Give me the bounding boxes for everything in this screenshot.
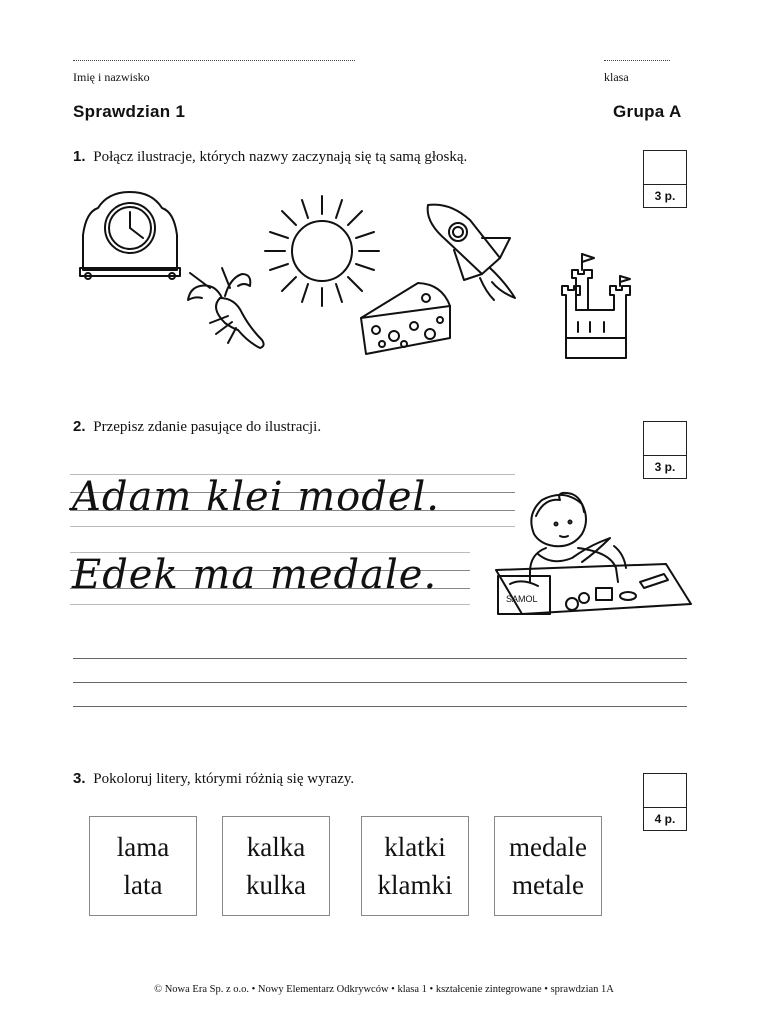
page-footer: © Nowa Era Sp. z o.o. • Nowy Elementarz Odkrywców • klasa 1 • kształcenie zintegrowane • sprawdzian 1A [154, 984, 614, 995]
word-pair-box-1[interactable] [89, 816, 197, 916]
task2-points: 3 p. [654, 460, 676, 474]
guide-line [70, 526, 515, 527]
sentence-1: Adam klei model. [72, 474, 440, 520]
name-label: Imię i nazwisko [73, 70, 150, 84]
answer-line-3[interactable] [73, 706, 687, 707]
group-label: Grupa A [613, 102, 682, 121]
rocket-icon[interactable] [420, 200, 530, 305]
sentence-2: Edek ma medale. [72, 552, 438, 598]
word-bottom[interactable]: kulka [246, 870, 306, 900]
task1-points: 3 p. [654, 189, 676, 203]
task1-instruction [73, 148, 467, 166]
task3-text: Pokoloruj litery, którymi różnią się wyrazy. [93, 771, 355, 787]
task3-instruction [73, 770, 354, 788]
word-bottom[interactable]: metale [512, 870, 584, 900]
test-title: Sprawdzian 1 [73, 102, 186, 121]
clock-icon[interactable] [78, 190, 183, 280]
word-top[interactable]: kalka [246, 832, 306, 862]
name-line[interactable] [73, 60, 355, 61]
boy-gluing-model-illustration [486, 464, 696, 624]
task2-instruction [73, 418, 321, 436]
answer-line-2[interactable] [73, 682, 687, 683]
task1-score-box[interactable] [643, 150, 687, 208]
word-bottom[interactable]: klamki [377, 870, 453, 900]
word-top[interactable]: klatki [384, 832, 446, 862]
word-top[interactable]: lama [116, 832, 170, 862]
word-pair-box-4[interactable] [494, 816, 602, 916]
word-pair-box-2[interactable] [222, 816, 330, 916]
task3-score-box[interactable] [643, 773, 687, 831]
class-label: klasa [604, 70, 629, 84]
word-bottom[interactable]: lata [123, 870, 163, 900]
class-line[interactable] [604, 60, 670, 61]
task3-number: 3. [73, 770, 86, 787]
model-box-label: SAMOL [506, 594, 538, 604]
task1-number: 1. [73, 148, 86, 165]
castle-icon[interactable] [558, 250, 638, 360]
task3-points: 4 p. [654, 812, 676, 826]
answer-line-1[interactable] [73, 658, 687, 659]
word-pair-box-3[interactable] [361, 816, 469, 916]
task2-text: Przepisz zdanie pasujące do ilustracji. [93, 419, 322, 435]
task1-text: Połącz ilustracje, których nazwy zaczynają się tą samą głoską. [93, 149, 468, 165]
task2-number: 2. [73, 418, 86, 435]
guide-line [70, 604, 470, 605]
crayfish-icon[interactable] [180, 268, 275, 353]
word-top[interactable]: medale [509, 832, 587, 862]
